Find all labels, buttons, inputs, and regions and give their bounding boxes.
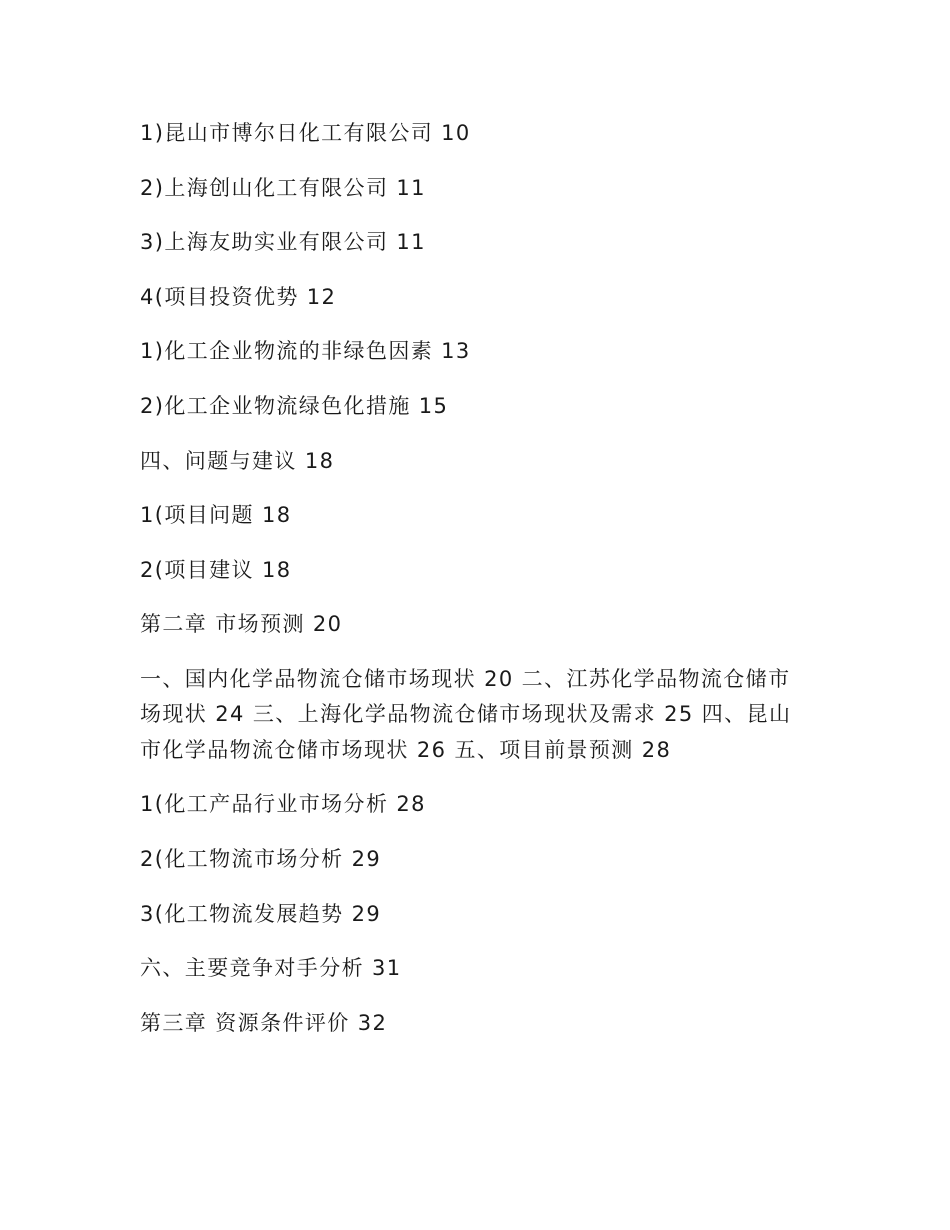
toc-entry-title: 2(项目建议 xyxy=(140,557,254,582)
toc-entry-title: 1(项目问题 xyxy=(140,503,254,528)
toc-entry-title: 2)上海创山化工有限公司 xyxy=(140,175,389,200)
toc-entry xyxy=(140,444,810,479)
toc-entry xyxy=(140,280,810,315)
toc-entry-page: 18 xyxy=(261,503,292,528)
toc-entry xyxy=(140,116,810,151)
toc-entry xyxy=(140,787,810,822)
toc-entry-title: 4(项目投资优势 xyxy=(140,284,299,309)
toc-entry xyxy=(140,389,810,424)
toc-entry-page: 11 xyxy=(396,230,426,255)
toc-entry-page: 20 xyxy=(312,612,343,637)
toc-entry-title: 1(化工产品行业市场分析 xyxy=(140,792,389,817)
toc-entry-title: 第三章 资源条件评价 xyxy=(140,1010,350,1035)
toc-entry-page: 12 xyxy=(306,284,337,309)
toc-entry-page: 29 xyxy=(351,847,382,872)
toc-entry-page: 28 xyxy=(396,792,426,817)
toc-entry xyxy=(140,498,810,533)
toc-entry-title: 四、问题与建议 xyxy=(140,448,297,473)
toc-entry-paragraph xyxy=(140,662,810,769)
table-of-contents xyxy=(140,116,810,1060)
toc-entry-title: 六、主要竞争对手分析 xyxy=(140,956,364,981)
toc-entry-title: 3(化工物流发展趋势 xyxy=(140,901,344,926)
toc-entry-page: 10 xyxy=(441,121,471,145)
toc-entry-title: 2(化工物流市场分析 xyxy=(140,847,344,872)
toc-entry xyxy=(140,225,810,260)
toc-entry-title: 3)上海友助实业有限公司 xyxy=(140,230,389,255)
toc-entry-title: 第二章 市场预测 xyxy=(140,612,305,637)
toc-entry xyxy=(140,553,810,588)
toc-entry xyxy=(140,607,810,642)
toc-entry xyxy=(140,171,810,206)
toc-entry-title: 1)昆山市博尔日化工有限公司 xyxy=(140,121,434,145)
toc-entry xyxy=(140,334,810,369)
toc-entry-page: 11 xyxy=(396,175,426,200)
toc-entry-page: 13 xyxy=(441,339,471,364)
toc-entry-title: 1)化工企业物流的非绿色因素 xyxy=(140,339,434,364)
toc-entry-page: 18 xyxy=(261,557,292,582)
toc-entry xyxy=(140,842,810,877)
toc-entry-title: 2)化工企业物流绿色化措施 xyxy=(140,393,411,418)
toc-entry-title: 一、国内化学品物流仓储市场现状 20 二、江苏化学品物流仓储市场现状 24 三、上海化学品物流仓储市场现状及需求 25 四、昆山市化学品物流仓储市场现状 26 五、项目前景预测 xyxy=(140,666,792,762)
toc-entry xyxy=(140,1006,810,1041)
toc-entry-page: 31 xyxy=(372,956,402,981)
toc-entry-page: 29 xyxy=(351,901,382,926)
toc-entry-page: 15 xyxy=(418,393,449,418)
toc-entry-page: 18 xyxy=(304,448,335,473)
toc-entry xyxy=(140,897,810,932)
toc-entry xyxy=(140,951,810,986)
toc-entry-page: 32 xyxy=(357,1010,388,1035)
toc-entry-page: 28 xyxy=(641,737,672,762)
